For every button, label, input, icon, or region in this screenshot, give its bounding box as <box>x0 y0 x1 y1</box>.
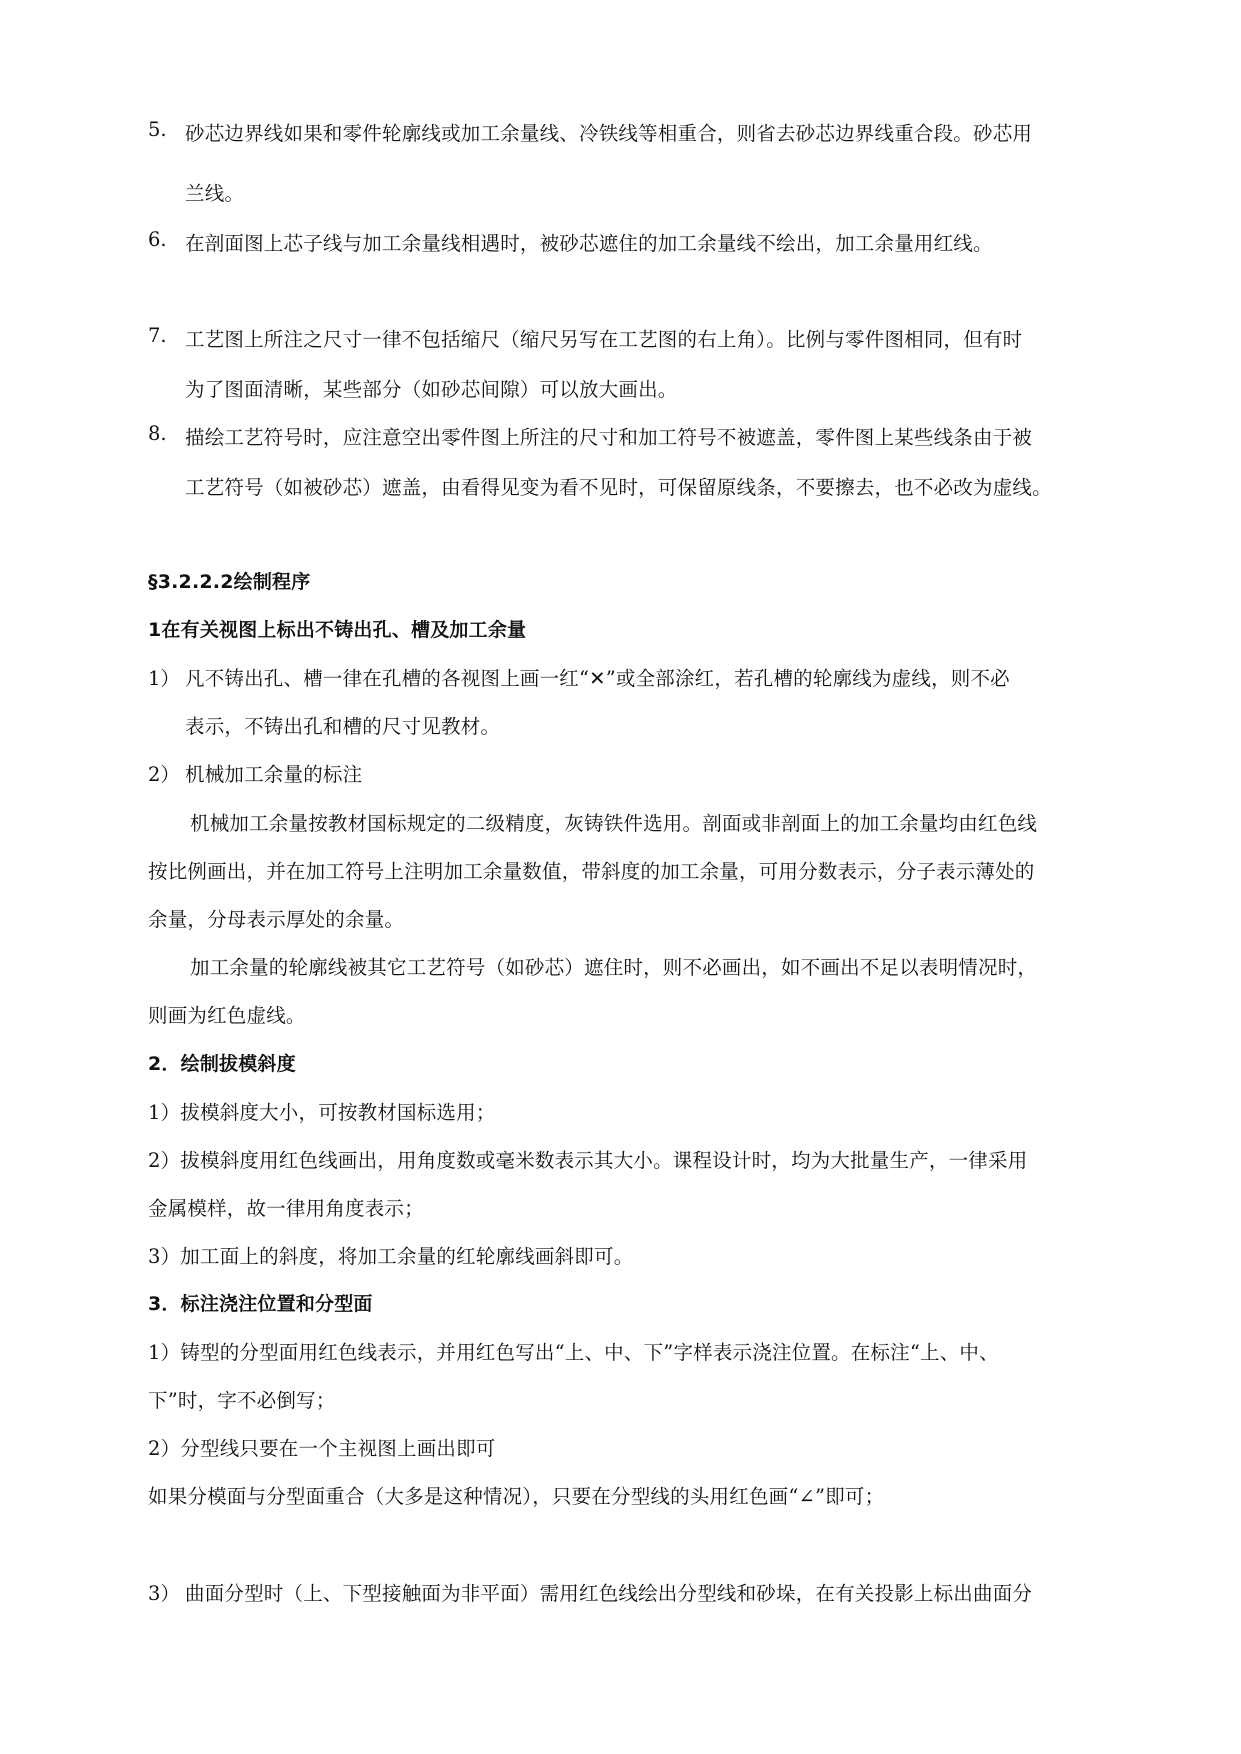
paragraph-text-line: 2）拔模斜度用红色线画出，用角度数或毫米数表示其大小。课程设计时，均为大批量生产，一律采用 <box>148 1149 1028 1172</box>
subheading-text: 3．标注浇注位置和分型面 <box>148 1293 373 1315</box>
item-number: 5. <box>148 118 167 141</box>
item-text-line: 砂芯边界线如果和零件轮廓线或加工余量线、冷铁线等相重合，则省去砂芯边界线重合段。砂芯用 <box>185 122 1033 145</box>
paragraph-text-line: 金属模样，故一律用角度表示； <box>148 1197 424 1220</box>
paragraph-text-line: 曲面分型时（上、下型接触面为非平面）需用红色线绘出分型线和砂垛，在有关投影上标出曲面分 <box>185 1582 1033 1605</box>
paragraph-number: 3） <box>148 1582 180 1605</box>
paragraph-text-line: 下”时，字不必倒写； <box>148 1389 336 1412</box>
section-heading-text: §3.2.2.2绘制程序 <box>148 571 311 593</box>
paragraph-text-line: 按比例画出，并在加工符号上注明加工余量数值，带斜度的加工余量，可用分数表示，分子表示薄处的 <box>148 860 1035 883</box>
item-number: 6. <box>148 228 167 251</box>
paragraph-number: 1） <box>148 667 180 690</box>
paragraph-text-line: 如果分模面与分型面重合（大多是这种情况），只要在分型线的头用红色画“∠”即可； <box>148 1485 885 1508</box>
paragraph-text-line: 机械加工余量的标注 <box>185 763 363 786</box>
paragraph-text-line: 余量，分母表示厚处的余量。 <box>148 908 405 931</box>
item-text-line: 在剖面图上芯子线与加工余量线相遇时，被砂芯遮住的加工余量线不绘出，加工余量用红线。 <box>185 232 993 255</box>
subheading-text: 2．绘制拔模斜度 <box>148 1053 296 1075</box>
item-text-line: 为了图面清晰，某些部分（如砂芯间隙）可以放大画出。 <box>185 378 678 401</box>
item-number: 7. <box>148 324 167 347</box>
item-text-line: 工艺符号（如被砂芯）遮盖，由看得见变为看不见时，可保留原线条，不要擦去，也不必改为虚线。 <box>185 476 1052 499</box>
paragraph-text-line: 1）铸型的分型面用红色线表示，并用红色写出“上、中、下”字样表示浇注位置。在标注“上、中、 <box>148 1341 999 1364</box>
paragraph-text-line: 凡不铸出孔、槽一律在孔槽的各视图上画一红“✕”或全部涂红，若孔槽的轮廓线为虚线，则不必 <box>185 667 1010 690</box>
paragraph-text-line: 表示，不铸出孔和槽的尺寸见教材。 <box>185 715 501 738</box>
paragraph-text-line: 则画为红色虚线。 <box>148 1004 306 1027</box>
subheading-text: 1在有关视图上标出不铸出孔、槽及加工余量 <box>148 619 527 641</box>
paragraph-number: 2） <box>148 763 180 786</box>
paragraph-text-line: 1）拔模斜度大小，可按教材国标选用； <box>148 1101 496 1124</box>
paragraph-text-line: 2）分型线只要在一个主视图上画出即可 <box>148 1437 496 1460</box>
paragraph-text-line: 机械加工余量按教材国标规定的二级精度，灰铸铁件选用。剖面或非剖面上的加工余量均由红色线 <box>190 812 1038 835</box>
item-text-line: 兰线。 <box>185 182 245 205</box>
item-number: 8. <box>148 422 167 445</box>
item-text-line: 描绘工艺符号时，应注意空出零件图上所注的尺寸和加工符号不被遮盖，零件图上某些线条由于被 <box>185 426 1033 449</box>
item-text-line: 工艺图上所注之尺寸一律不包括缩尺（缩尺另写在工艺图的右上角）。比例与零件图相同，但有时 <box>185 328 1023 351</box>
paragraph-text-line: 加工余量的轮廓线被其它工艺符号（如砂芯）遮住时，则不必画出，如不画出不足以表明情况时， <box>190 956 1038 979</box>
paragraph-text-line: 3）加工面上的斜度，将加工余量的红轮廓线画斜即可。 <box>148 1245 634 1268</box>
